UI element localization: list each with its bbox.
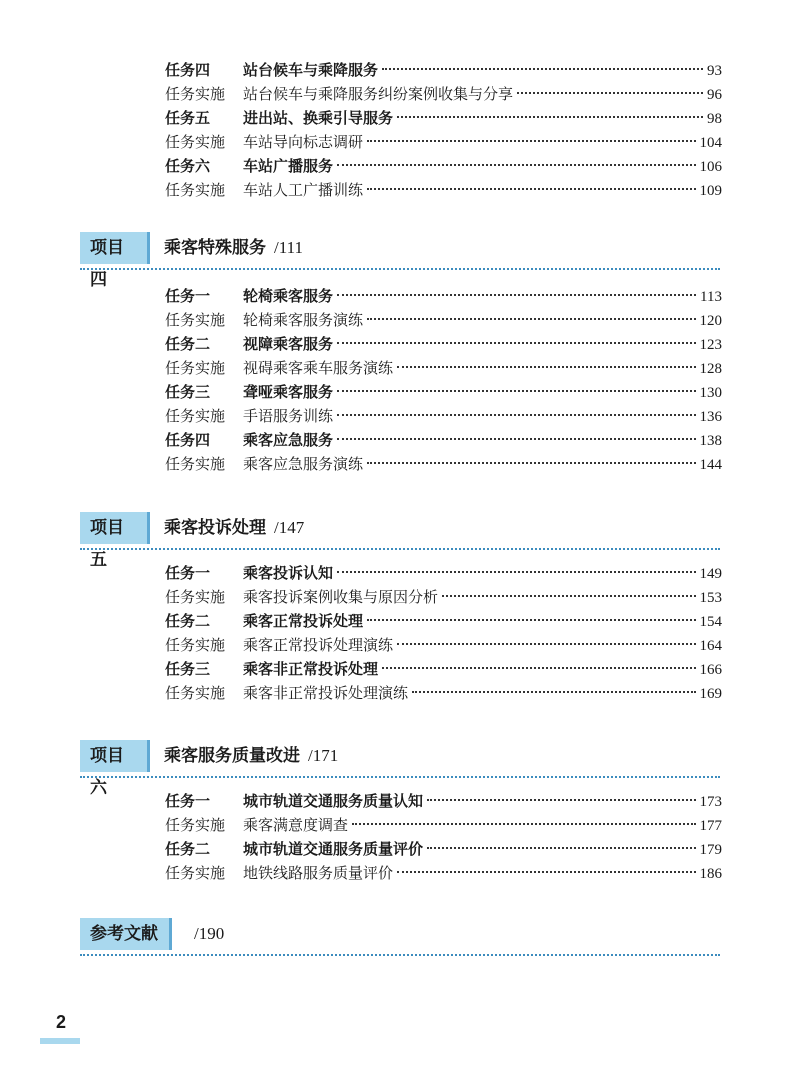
page-number-bar — [40, 1038, 80, 1044]
toc-page-number: 169 — [699, 686, 722, 702]
toc-page-number: 130 — [699, 385, 722, 401]
toc-page-number: 186 — [699, 866, 722, 882]
dot-leader — [442, 595, 695, 597]
toc-entry-title: 乘客非正常投诉处理 — [243, 660, 379, 678]
dot-leader — [382, 667, 695, 669]
toc-entry[interactable] — [165, 58, 722, 82]
toc-entry[interactable] — [165, 428, 722, 452]
toc-page-number: 166 — [699, 662, 722, 678]
toc-entry[interactable] — [165, 609, 722, 633]
page-number: 2 — [56, 1012, 67, 1032]
toc-page-number: 149 — [699, 566, 722, 582]
toc-entry-title: 聋哑乘客服务 — [243, 383, 334, 401]
toc-entry[interactable] — [165, 404, 722, 428]
toc-task-label: 任务实施 — [165, 181, 226, 199]
toc-task-label: 任务四 — [165, 61, 211, 79]
toc-entry-title: 乘客应急服务演练 — [243, 455, 364, 473]
toc-page-number: 173 — [699, 794, 722, 810]
toc-task-label: 任务实施 — [165, 133, 226, 151]
section-header — [80, 232, 720, 290]
toc-entry[interactable] — [165, 585, 722, 609]
toc-entry-title: 进出站、换乘引导服务 — [243, 109, 394, 127]
dot-leader — [397, 871, 695, 873]
toc-task-label: 任务五 — [165, 109, 211, 127]
toc-page-number: 104 — [699, 135, 722, 151]
section-title — [164, 232, 303, 264]
section-title — [164, 512, 304, 544]
toc-task-label: 任务实施 — [165, 588, 226, 606]
dot-leader — [367, 462, 695, 464]
dot-leader — [427, 847, 695, 849]
section-title — [186, 918, 224, 950]
section-label: 项目五 — [80, 512, 150, 544]
toc-task-label: 任务二 — [165, 335, 211, 353]
toc-entry[interactable] — [165, 82, 722, 106]
toc-entry[interactable] — [165, 452, 722, 476]
toc-page-number: 144 — [699, 457, 722, 473]
section-page: /111 — [274, 238, 303, 257]
toc-entry[interactable] — [165, 106, 722, 130]
toc-page-number: 109 — [699, 183, 722, 199]
toc-entry-title: 手语服务训练 — [243, 407, 334, 425]
toc-entry-title: 乘客非正常投诉处理演练 — [243, 684, 409, 702]
dot-leader — [337, 164, 695, 166]
toc-entry-title: 车站人工广播训练 — [243, 181, 364, 199]
toc-page-number: 154 — [699, 614, 722, 630]
toc-entry-title: 乘客应急服务 — [243, 431, 334, 449]
section-label: 参考文献 — [80, 918, 172, 950]
toc-entry-title: 乘客投诉认知 — [243, 564, 334, 582]
toc-entry[interactable] — [165, 130, 722, 154]
toc-entry-title: 乘客正常投诉处理演练 — [243, 636, 394, 654]
toc-entry[interactable] — [165, 561, 722, 585]
toc-entry-title: 地铁线路服务质量评价 — [243, 864, 394, 882]
toc-entry-title: 乘客满意度调查 — [243, 816, 349, 834]
toc-task-label: 任务实施 — [165, 636, 226, 654]
toc-entry-title: 站台候车与乘降服务 — [243, 61, 379, 79]
toc-entry[interactable] — [165, 861, 722, 885]
section-divider — [80, 776, 720, 778]
dot-leader — [397, 643, 695, 645]
section-page: /171 — [308, 746, 339, 765]
toc-task-label: 任务实施 — [165, 85, 226, 103]
toc-task-label: 任务实施 — [165, 816, 226, 834]
toc-entry[interactable] — [165, 813, 722, 837]
toc-task-label: 任务二 — [165, 612, 211, 630]
toc-page-number: 138 — [699, 433, 722, 449]
section-divider — [80, 954, 720, 956]
toc-page-number: 93 — [707, 63, 722, 79]
toc-entry-title: 城市轨道交通服务质量评价 — [243, 840, 424, 858]
toc-entry[interactable] — [165, 332, 722, 356]
dot-leader — [337, 438, 695, 440]
dot-leader — [412, 691, 695, 693]
section-divider — [80, 268, 720, 270]
dot-leader — [367, 188, 695, 190]
toc-task-label: 任务实施 — [165, 684, 226, 702]
section-title-text: 乘客特殊服务 — [164, 238, 266, 258]
toc-page-number: 153 — [699, 590, 722, 606]
toc-page-number: 136 — [699, 409, 722, 425]
section-divider — [80, 548, 720, 550]
toc-entry[interactable] — [165, 633, 722, 657]
dot-leader — [517, 92, 703, 94]
toc-entry-title: 站台候车与乘降服务纠纷案例收集与分享 — [243, 85, 514, 103]
toc-entry-title: 车站广播服务 — [243, 157, 334, 175]
toc-entry[interactable] — [165, 356, 722, 380]
section-label: 项目六 — [80, 740, 150, 772]
dot-leader — [382, 68, 703, 70]
toc-task-label: 任务一 — [165, 564, 211, 582]
toc-entry-title: 视障乘客服务 — [243, 335, 334, 353]
dot-leader — [397, 116, 703, 118]
section-title-text: 乘客投诉处理 — [164, 518, 266, 538]
section-header — [80, 740, 720, 798]
toc-task-label: 任务实施 — [165, 311, 226, 329]
toc-page-number: 106 — [699, 159, 722, 175]
toc-task-label: 任务六 — [165, 157, 211, 175]
dot-leader — [367, 318, 695, 320]
toc-entry[interactable] — [165, 284, 722, 308]
toc-entry[interactable] — [165, 308, 722, 332]
dot-leader — [367, 619, 695, 621]
toc-task-label: 任务实施 — [165, 455, 226, 473]
dot-leader — [352, 823, 695, 825]
section-title — [164, 740, 338, 772]
toc-entry[interactable] — [165, 789, 722, 813]
dot-leader — [337, 342, 695, 344]
section-label: 项目四 — [80, 232, 150, 264]
section-title-text: 乘客服务质量改进 — [164, 746, 300, 766]
toc-task-label: 任务三 — [165, 660, 211, 678]
toc-page-number: 113 — [700, 289, 722, 305]
dot-leader — [337, 390, 695, 392]
toc-page-number: 96 — [707, 87, 722, 103]
toc-page-number: 98 — [707, 111, 722, 127]
section-header — [80, 512, 720, 570]
section-page: /190 — [194, 924, 225, 943]
toc-entry-title: 城市轨道交通服务质量认知 — [243, 792, 424, 810]
toc-entry-title: 轮椅乘客服务 — [243, 287, 334, 305]
toc-page-number: 128 — [699, 361, 722, 377]
dot-leader — [397, 366, 695, 368]
toc-task-label: 任务四 — [165, 431, 211, 449]
toc-task-label: 任务一 — [165, 287, 211, 305]
toc-entry-title: 车站导向标志调研 — [243, 133, 364, 151]
toc-task-label: 任务一 — [165, 792, 211, 810]
dot-leader — [337, 294, 696, 296]
toc-entry[interactable] — [165, 681, 722, 705]
toc-entry-title: 轮椅乘客服务演练 — [243, 311, 364, 329]
toc-task-label: 任务实施 — [165, 864, 226, 882]
toc-entry[interactable] — [165, 657, 722, 681]
dot-leader — [337, 571, 695, 573]
toc-page-number: 177 — [699, 818, 722, 834]
toc-task-label: 任务三 — [165, 383, 211, 401]
toc-entry[interactable] — [165, 380, 722, 404]
toc-entry[interactable] — [165, 837, 722, 861]
toc-page-number: 164 — [699, 638, 722, 654]
toc-task-label: 任务实施 — [165, 359, 226, 377]
toc-task-label: 任务实施 — [165, 407, 226, 425]
toc-entry-title: 视碍乘客乘车服务演练 — [243, 359, 394, 377]
toc-page-number: 123 — [699, 337, 722, 353]
section-header — [80, 918, 720, 958]
toc-task-label: 任务二 — [165, 840, 211, 858]
toc-page-number: 120 — [699, 313, 722, 329]
toc-entry-title: 乘客投诉案例收集与原因分析 — [243, 588, 439, 606]
toc-entry[interactable] — [165, 154, 722, 178]
toc-entry[interactable] — [165, 178, 722, 202]
toc-page-number: 179 — [699, 842, 722, 858]
section-page: /147 — [274, 518, 305, 537]
dot-leader — [367, 140, 695, 142]
toc-entry-title: 乘客正常投诉处理 — [243, 612, 364, 630]
dot-leader — [337, 414, 695, 416]
dot-leader — [427, 799, 695, 801]
